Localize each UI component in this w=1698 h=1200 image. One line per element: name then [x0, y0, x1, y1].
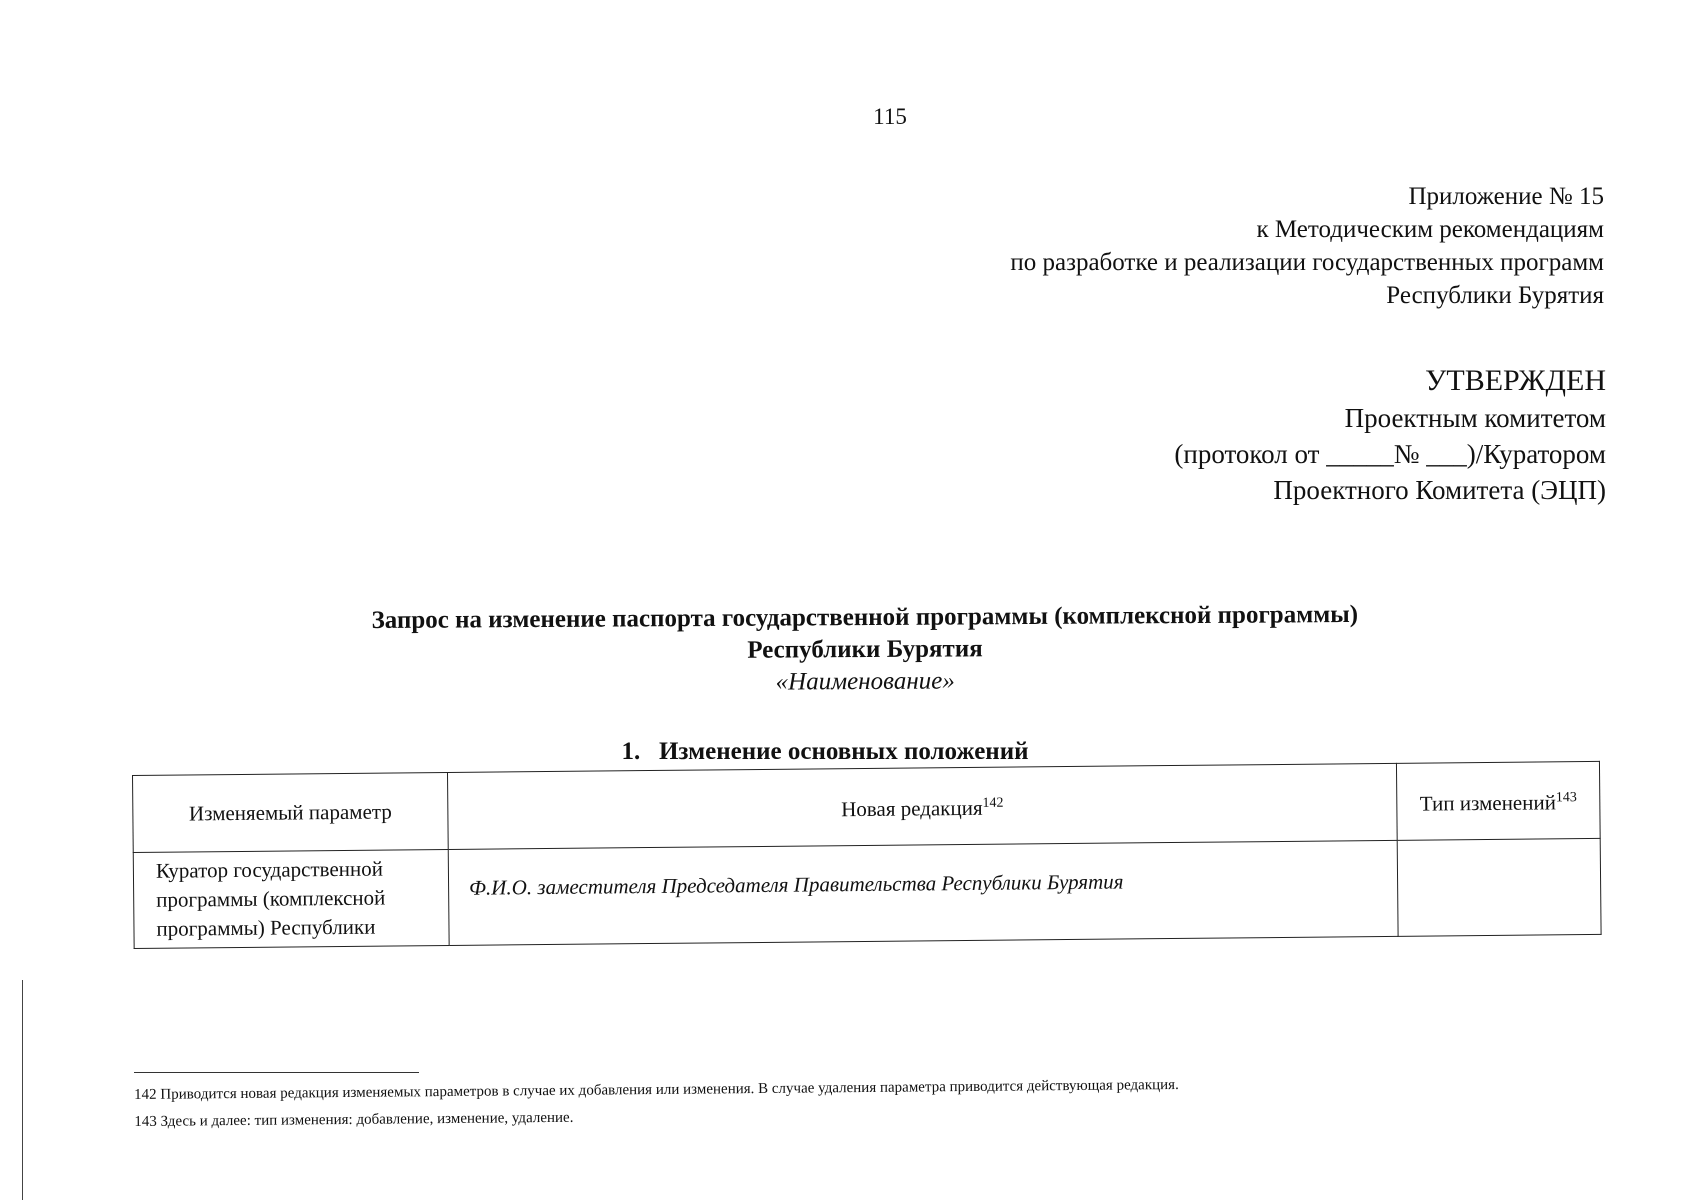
page-number: 115	[873, 104, 907, 129]
new-value-cell: Ф.И.О. заместителя Председателя Правительства Республики Бурятия	[448, 840, 1398, 945]
approval-line: Проектного Комитета (ЭЦП)	[1273, 475, 1606, 505]
param-cell: Куратор государственной программы (комплексной программы) Республики	[133, 849, 449, 948]
title-line: Запрос на изменение паспорта государственной программы (комплексной программы)	[371, 600, 1359, 635]
appendix-line: Приложение № 15	[1408, 183, 1604, 210]
changes-table	[132, 761, 1602, 949]
table-header-row	[133, 761, 1601, 852]
header-change-type-label: Тип изменений	[1419, 790, 1557, 816]
header-new-value	[447, 763, 1397, 849]
approval-block	[1174, 362, 1606, 508]
footnotes	[134, 1072, 1179, 1136]
header-new-value-label: Новая редакция	[841, 795, 983, 822]
footnote: 143 Здесь и далее: тип изменения: добавление, изменение, удаление.	[134, 1109, 574, 1130]
footnote: 142 Приводится новая редакция изменяемых параметров в случае их добавления или изменения. В случае удаления параметра приводится действующая редакция.	[134, 1076, 1179, 1103]
appendix-line: к Методическим рекомендациям	[1256, 216, 1604, 243]
footnote-ref: 143	[1555, 790, 1577, 806]
header-change-type	[1396, 761, 1600, 840]
appendix-block	[1010, 180, 1604, 312]
change-type-cell	[1397, 838, 1601, 936]
table-row	[133, 838, 1601, 948]
section-title: Изменение основных положений	[658, 738, 1029, 765]
appendix-line: Республики Бурятия	[1386, 282, 1604, 309]
approval-heading: УТВЕРЖДЕН	[1425, 364, 1606, 397]
scan-edge-line	[22, 980, 23, 1200]
header-param: Изменяемый параметр	[133, 772, 449, 852]
appendix-line: по разработке и реализации государственных программ	[1010, 249, 1604, 276]
document-title	[0, 597, 1698, 704]
footnote-divider	[134, 1072, 419, 1073]
program-name-placeholder: «Наименование»	[775, 667, 955, 696]
footnote-ref: 142	[982, 795, 1004, 811]
approval-line: Проектным комитетом	[1344, 403, 1606, 433]
approval-line: (протокол от _____№ ___)/Куратором	[1174, 439, 1606, 469]
title-line: Республики Бурятия	[747, 635, 983, 664]
section-number: 1.	[621, 738, 641, 765]
